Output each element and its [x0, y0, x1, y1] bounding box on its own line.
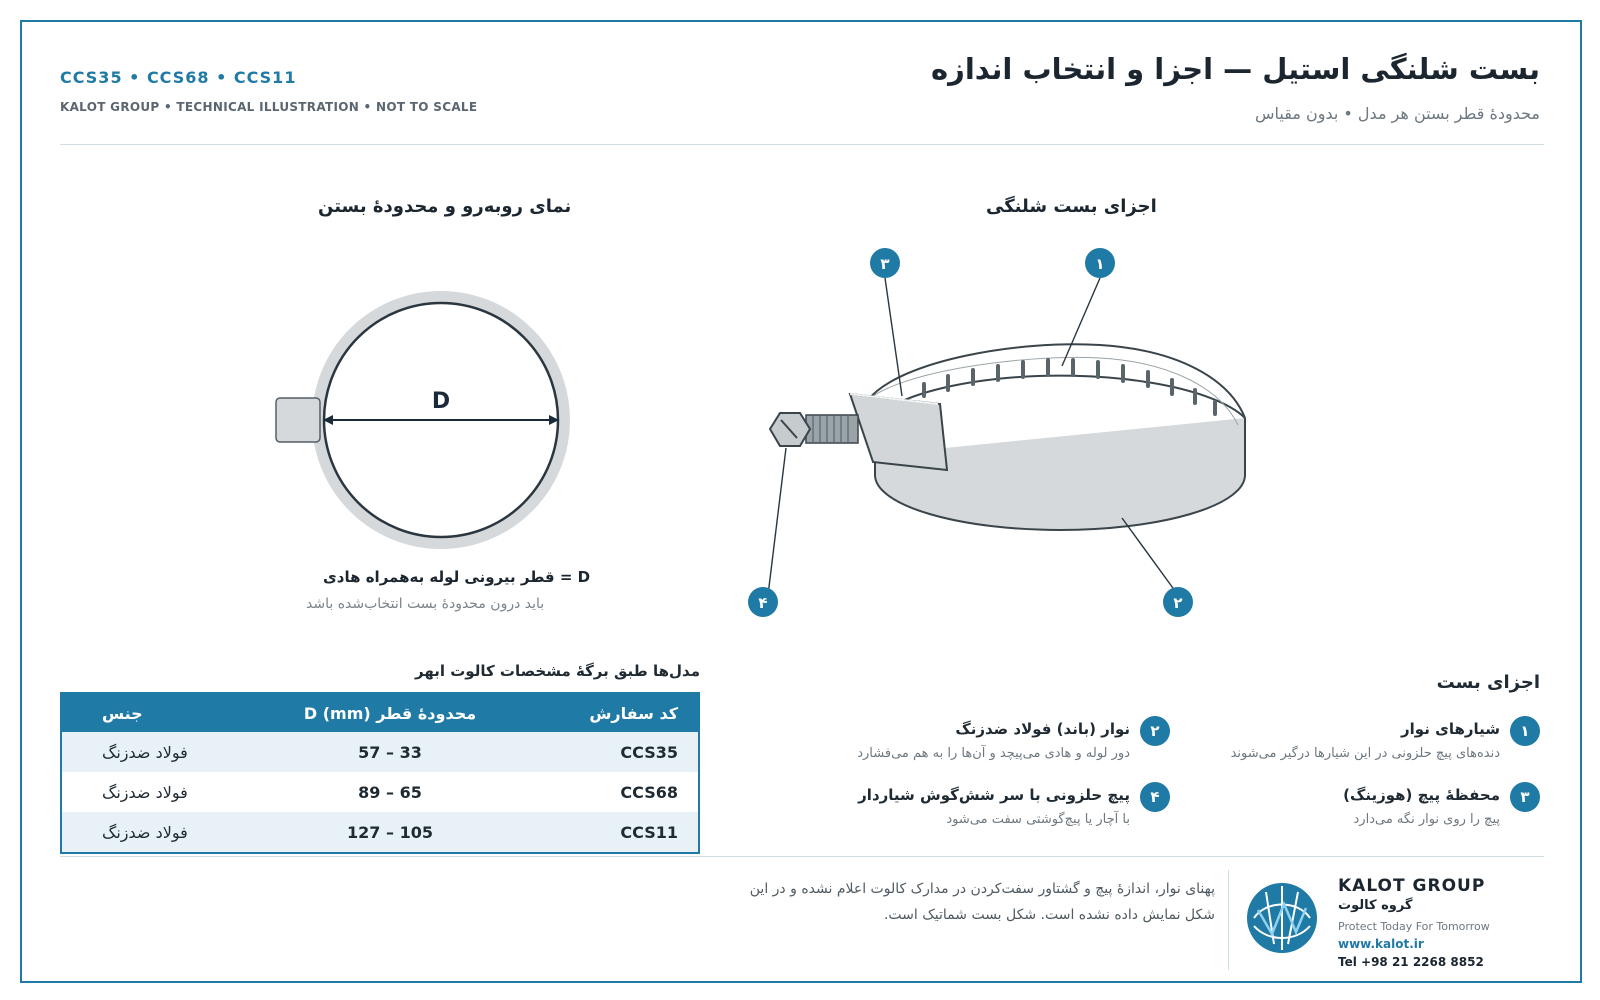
cell-diameter-range: 105 – 127 — [347, 822, 433, 842]
worm-screw-thread — [806, 415, 858, 443]
part-number-badge: ۳ — [1510, 782, 1540, 812]
diameter-label: D — [431, 389, 451, 414]
callout-1-label: ۱ — [1095, 255, 1105, 273]
part-description: پیچ را روی نوار نگه می‌دارد — [1353, 812, 1500, 827]
table-title: مدل‌ها طبق برگهٔ مشخصات کالوت ابهر — [415, 662, 700, 680]
part-item-4 — [830, 782, 1170, 834]
band-slots — [924, 360, 1215, 414]
part-item-1 — [1200, 716, 1540, 768]
part-number-badge: ۲ — [1140, 716, 1170, 746]
part-name: شیارهای نوار — [1401, 720, 1500, 738]
footer-vertical-divider — [1228, 870, 1229, 970]
cell-material: فولاد ضدزنگ — [102, 782, 188, 802]
part-description: با آچار یا پیچ‌گوشتی سفت می‌شود — [946, 812, 1130, 827]
page-subtitle: محدودهٔ قطر بستن هر مدل • بدون مقیاس — [1255, 104, 1540, 123]
part-number-badge: ۴ — [1140, 782, 1170, 812]
part-item-3 — [1200, 782, 1540, 834]
header-material: جنس — [102, 703, 143, 723]
callout-3-label: ۳ — [880, 255, 890, 273]
diameter-note: باید درون محدودهٔ بست انتخاب‌شده باشد — [306, 596, 545, 612]
front-view-diagram — [276, 297, 564, 543]
table-row — [62, 812, 698, 852]
brand-tagline: Protect Today For Tomorrow — [1338, 920, 1490, 933]
cell-diameter-range: 65 – 89 — [358, 782, 422, 802]
hose-clamp-diagram — [770, 344, 1245, 530]
brand-name-fa: گروه کالوت — [1338, 898, 1413, 913]
footer-divider — [60, 856, 1544, 857]
screw-housing — [850, 394, 947, 470]
part-description: دور لوله و هادی می‌پیچد و آن‌ها را به هم می‌فشارد — [857, 746, 1130, 761]
footer-note: پهنای نوار، اندازهٔ پیچ و گشتاور سفت‌کردن در مدارک کالوت اعلام نشده و در این شکل نمایش داده نشده است. شکل بست شماتیک است. — [749, 881, 1215, 923]
brand-website-link[interactable]: www.kalot.ir — [1338, 937, 1424, 951]
part-number-badge: ۱ — [1510, 716, 1540, 746]
spec-table — [60, 692, 700, 854]
brand-phone: Tel +98 21 2268 8852 — [1338, 955, 1484, 969]
cell-material: فولاد ضدزنگ — [102, 822, 188, 842]
parts-legend-title: اجزای بست — [1436, 672, 1540, 693]
part-description: دنده‌های پیچ حلزونی در این شیارها درگیر می‌شوند — [1230, 746, 1500, 761]
table-row — [62, 772, 698, 812]
screw-housing-block — [276, 398, 320, 442]
table-header-row — [62, 694, 698, 732]
header-order-code: کد سفارش — [589, 703, 678, 723]
header-meta: KALOT GROUP • TECHNICAL ILLUSTRATION • NOT TO SCALE — [60, 100, 478, 114]
cell-material: فولاد ضدزنگ — [102, 742, 188, 762]
part-name: پیچ حلزونی با سر شش‌گوش شیاردار — [858, 786, 1130, 804]
diameter-caption: D = قطر بیرونی لوله به‌همراه هادی — [323, 568, 591, 586]
table-row — [62, 732, 698, 772]
part-name: محفظهٔ پیچ (هوزینگ) — [1343, 786, 1500, 804]
cell-order-code: CCS11 — [620, 822, 678, 842]
kalot-globe-logo-icon — [1244, 880, 1320, 956]
callout-4-label: ۴ — [758, 594, 768, 612]
front-view-title: نمای روبه‌رو و محدودهٔ بستن — [318, 196, 572, 217]
cell-order-code: CCS68 — [620, 782, 678, 802]
model-codes: CCS35 • CCS68 • CCS11 — [60, 68, 297, 87]
page-title: بست شلنگی استیل — اجزا و انتخاب اندازه — [931, 52, 1540, 86]
part-name: نوار (باند) فولاد ضدزنگ — [955, 720, 1130, 738]
brand-name-en: KALOT GROUP — [1338, 876, 1486, 896]
parts-view-title: اجزای بست شلنگی — [986, 196, 1157, 217]
callout-2-label: ۲ — [1173, 594, 1183, 612]
header-diameter-range: محدودهٔ قطر D (mm) — [303, 703, 477, 723]
cell-order-code: CCS35 — [620, 742, 678, 762]
part-item-2 — [830, 716, 1170, 768]
cell-diameter-range: 33 – 57 — [358, 742, 422, 762]
